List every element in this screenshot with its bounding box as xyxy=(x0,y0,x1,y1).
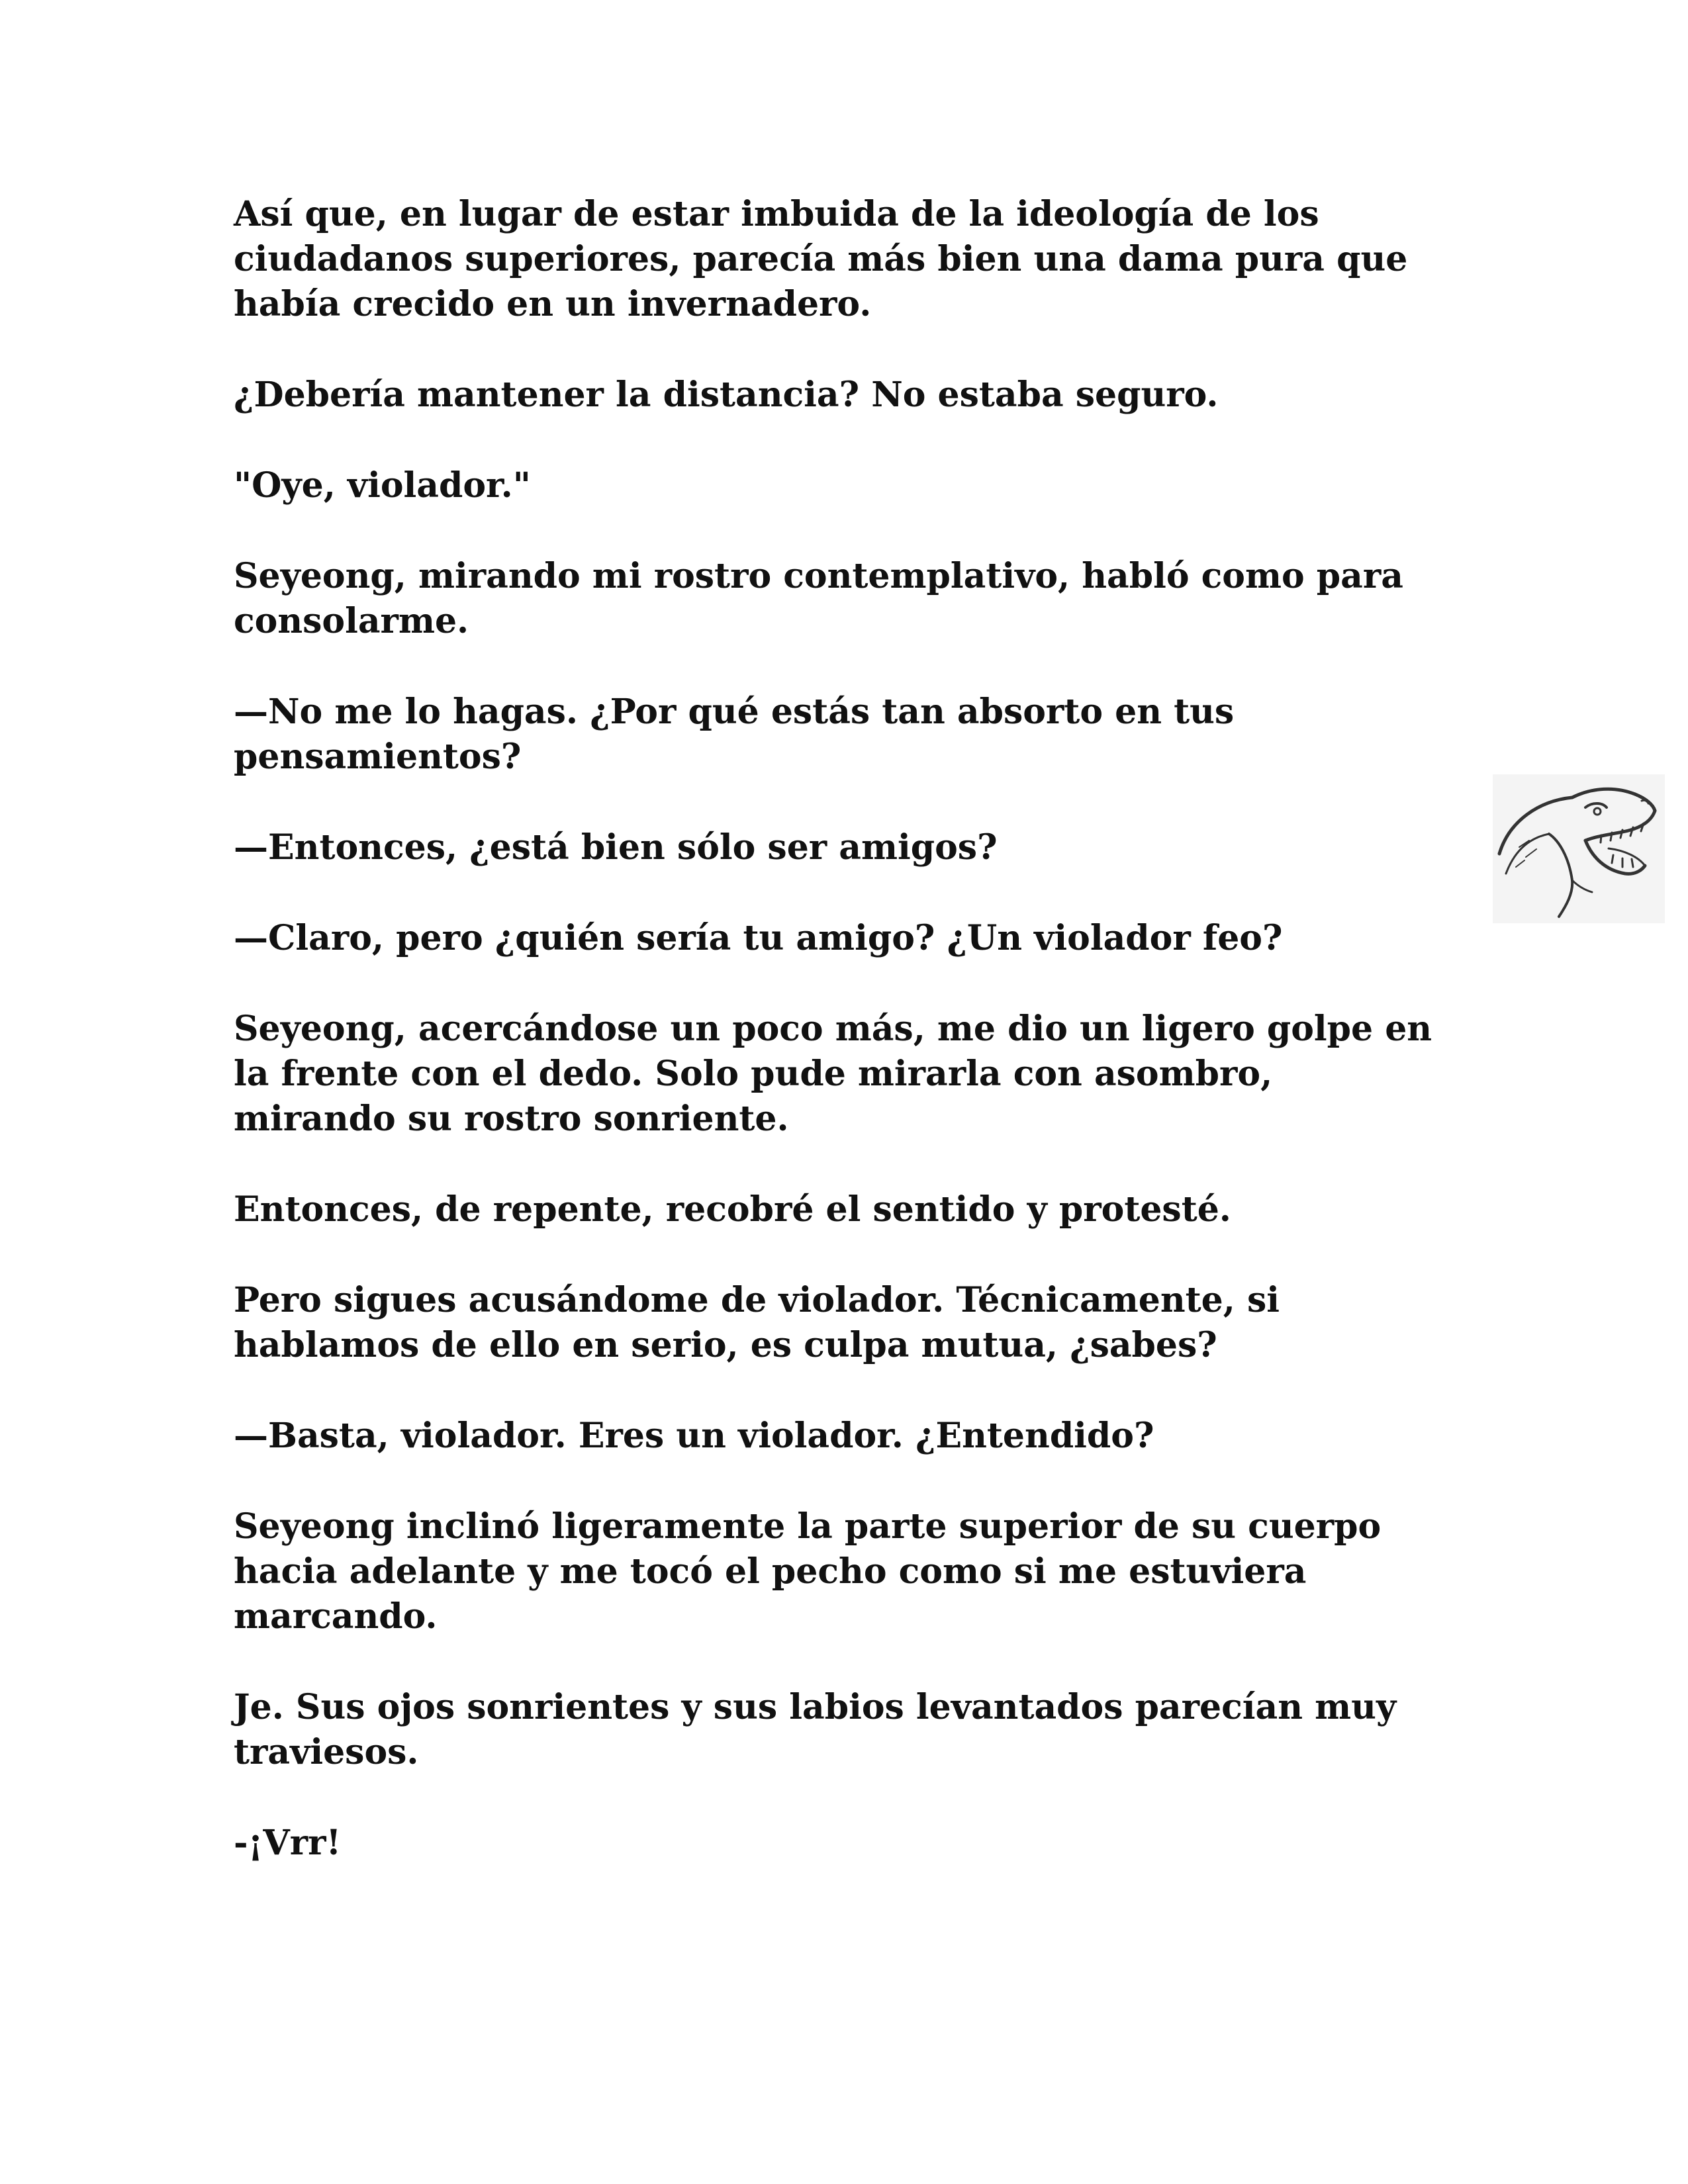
text-line: —Entonces, ¿está bien sólo ser amigos? xyxy=(234,827,998,868)
text-line: la frente con el dedo. Solo pude mirarla con asombro, xyxy=(234,1054,1273,1094)
paragraph xyxy=(234,373,1491,418)
paragraph xyxy=(234,1504,1491,1639)
text-line: hacia adelante y me tocó el pecho como si me estuviera xyxy=(234,1551,1307,1592)
paragraph xyxy=(234,192,1491,327)
paragraph xyxy=(234,1685,1491,1775)
text-line: Seyeong inclinó ligeramente la parte superior de su cuerpo xyxy=(234,1506,1382,1547)
text-line: —Claro, pero ¿quién sería tu amigo? ¿Un violador feo? xyxy=(234,918,1283,958)
text-line: Entonces, de repente, recobré el sentido y protesté. xyxy=(234,1189,1231,1230)
dinosaur-head-icon xyxy=(1493,774,1665,923)
paragraph xyxy=(234,1414,1491,1459)
text-line: traviesos. xyxy=(234,1732,419,1772)
paragraph xyxy=(234,1821,1491,1866)
text-line: consolarme. xyxy=(234,601,469,641)
text-line: —No me lo hagas. ¿Por qué estás tan absorto en tus xyxy=(234,692,1235,732)
text-line: hablamos de ello en serio, es culpa mutua, ¿sabes? xyxy=(234,1325,1217,1365)
paragraph xyxy=(234,1007,1491,1142)
text-line: Pero sigues acusándome de violador. Técnicamente, si xyxy=(234,1280,1280,1320)
paragraph xyxy=(234,1278,1491,1368)
text-line: Así que, en lugar de estar imbuida de la ideología de los xyxy=(234,194,1319,234)
text-line: marcando. xyxy=(234,1596,438,1637)
paragraph xyxy=(234,825,1491,870)
text-line: ciudadanos superiores, parecía más bien una dama pura que xyxy=(234,239,1408,279)
text-line: había crecido en un invernadero. xyxy=(234,284,872,324)
text-line: Seyeong, acercándose un poco más, me dio un ligero golpe en xyxy=(234,1009,1432,1049)
text-line: mirando su rostro sonriente. xyxy=(234,1099,789,1139)
paragraph xyxy=(234,554,1491,644)
text-line: "Oye, violador." xyxy=(234,465,531,506)
text-line: -¡Vrr! xyxy=(234,1823,342,1863)
text-line: Je. Sus ojos sonrientes y sus labios levantados parecían muy xyxy=(234,1687,1397,1727)
document-body xyxy=(234,192,1491,1911)
text-line: pensamientos? xyxy=(234,737,522,777)
text-line: ¿Debería mantener la distancia? No estaba seguro. xyxy=(234,375,1219,415)
paragraph xyxy=(234,916,1491,961)
text-line: Seyeong, mirando mi rostro contemplativo, habló como para xyxy=(234,556,1403,596)
paragraph xyxy=(234,690,1491,780)
paragraph xyxy=(234,1187,1491,1232)
text-line: —Basta, violador. Eres un violador. ¿Entendido? xyxy=(234,1416,1154,1456)
paragraph xyxy=(234,463,1491,508)
